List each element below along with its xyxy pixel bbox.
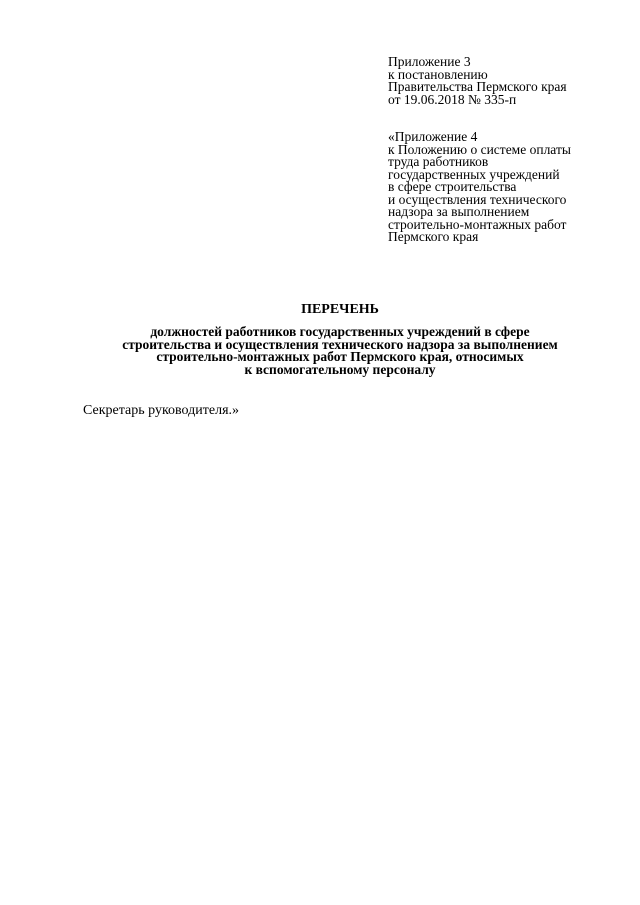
annex-header-line: от 19.06.2018 № 335-п xyxy=(388,91,517,107)
document-subtitle-line: строительства и осуществления технического надзора за выполнением xyxy=(122,336,558,352)
annex-quote-line: надзора за выполнением xyxy=(388,204,530,219)
annex-quote-line: Пермского края xyxy=(388,229,479,244)
document-subtitle-line: должностей работников государственных учреждений в сфере xyxy=(150,324,530,339)
annex-quote-line: к Положению о системе оплаты xyxy=(388,141,571,157)
document-subtitle xyxy=(60,326,620,376)
annex-quote-line: строительно-монтажных работ xyxy=(388,216,567,232)
annex-quote-line: государственных учреждений xyxy=(388,166,560,182)
annex-header xyxy=(388,56,628,106)
document-title-block xyxy=(60,302,620,376)
annex-header-line: Приложение 3 xyxy=(388,54,471,69)
document-subtitle-line: строительно-монтажных работ Пермского края, относимых xyxy=(156,349,524,364)
annex-header-line: к постановлению xyxy=(388,66,488,82)
position-list-item: Секретарь руководителя.» xyxy=(83,403,240,418)
document-subtitle-line: к вспомогательному персоналу xyxy=(244,361,436,377)
annex-quote-line: в сфере строительства xyxy=(388,179,517,194)
annex-header-line: Правительства Пермского края xyxy=(388,79,567,94)
annex-quote-line: и осуществления технического xyxy=(388,191,567,207)
document-title: ПЕРЕЧЕНЬ xyxy=(301,302,379,317)
annex-quote-line: «Приложение 4 xyxy=(388,129,478,144)
annex-quote xyxy=(388,131,628,244)
annex-quote-line: труда работников xyxy=(388,154,489,169)
